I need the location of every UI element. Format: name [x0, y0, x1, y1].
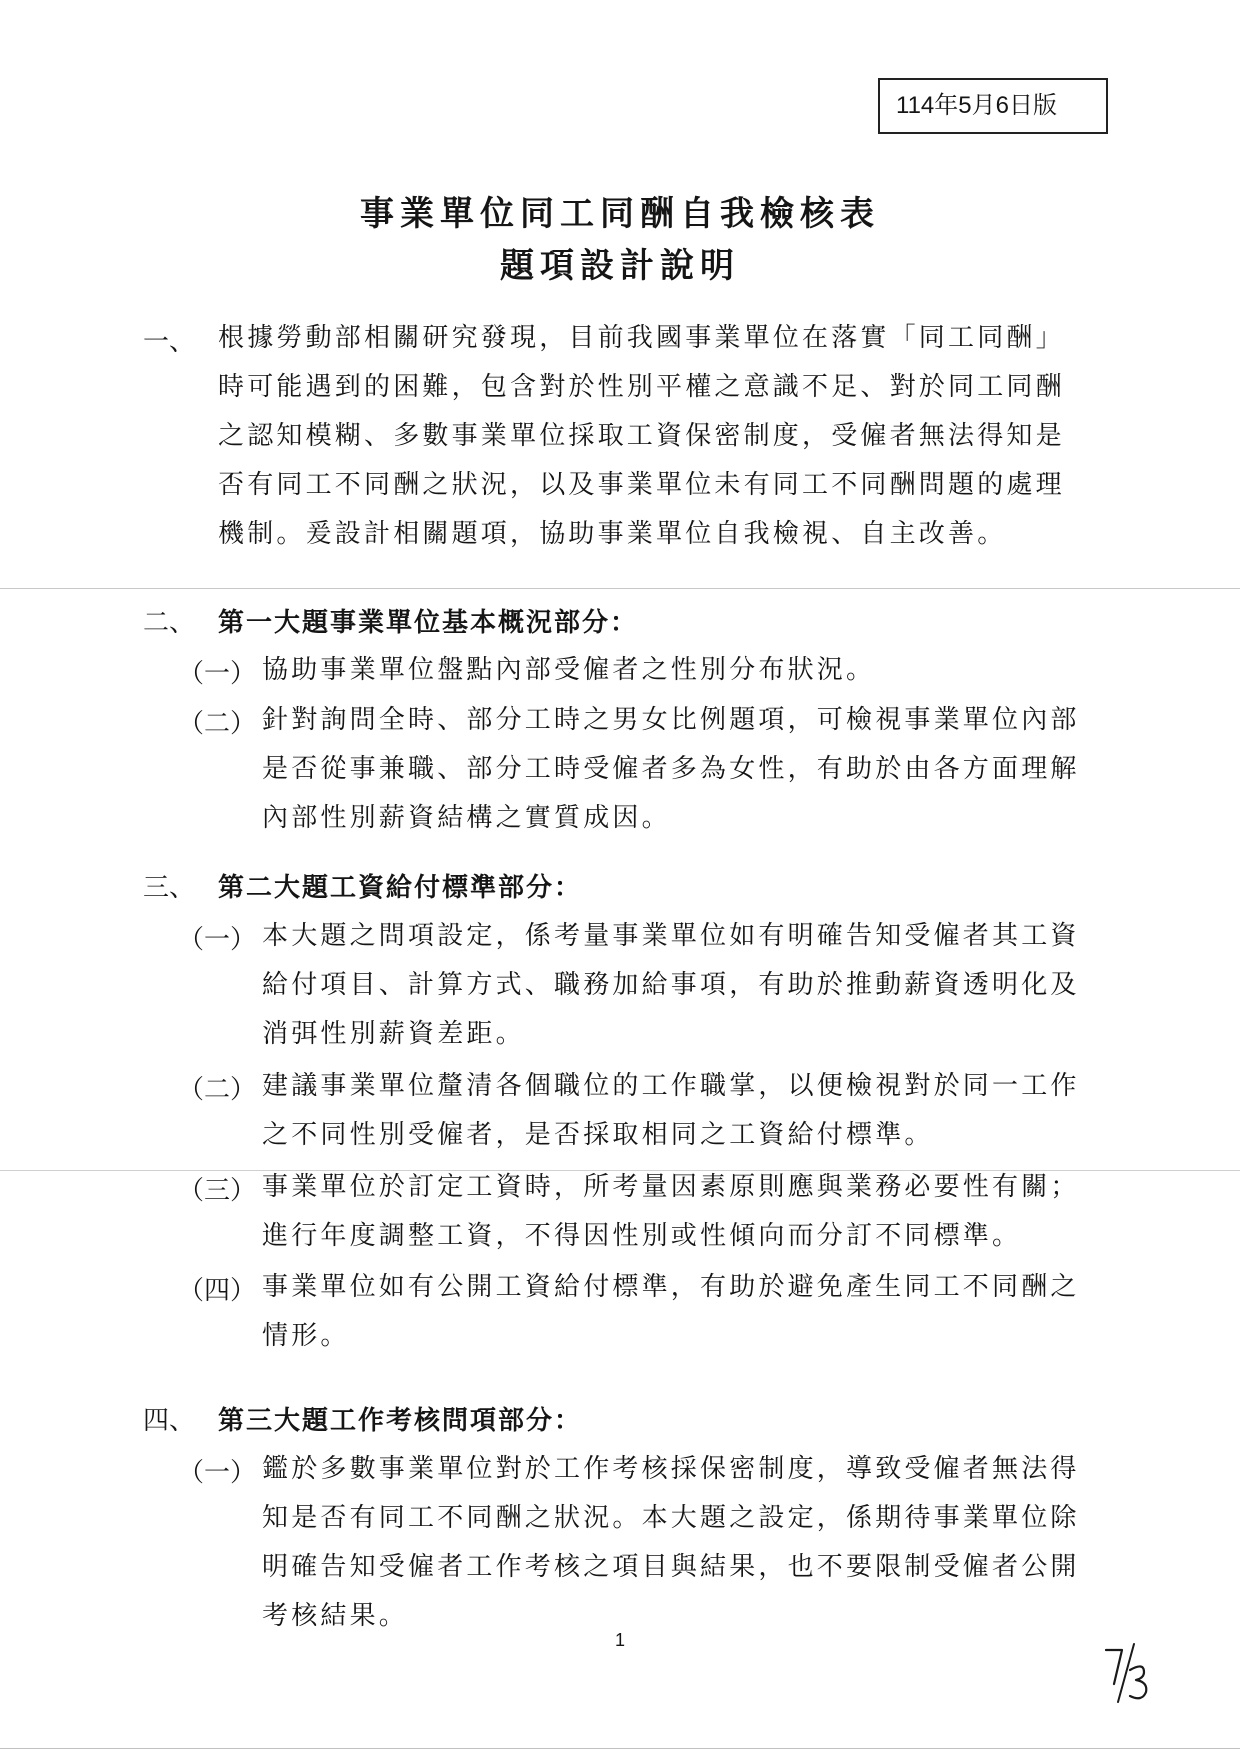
scan-line-top	[0, 588, 1240, 589]
section-2-item-2-text	[262, 696, 1080, 843]
section-3-item-3-line-2: 進行年度調整工資，不得因性別或性傾向而分訂不同標準。	[262, 1221, 1022, 1251]
handwritten-note	[1100, 1640, 1160, 1710]
section-3-item-1-line-3: 消弭性別薪資差距。	[262, 1019, 525, 1049]
document-subtitle: 題項設計說明	[500, 246, 740, 286]
section-4-item-1-number: （一）	[178, 1458, 257, 1488]
section-3-item-2-number: （二）	[178, 1075, 257, 1105]
section-3-item-1-line-1: 本大題之問項設定，係考量事業單位如有明確告知受僱者其工資	[262, 921, 1080, 951]
section-4-number: 四、	[143, 1406, 196, 1436]
section-2-item-2-line-2: 是否從事兼職、部分工時受僱者多為女性，有助於由各方面理解	[262, 754, 1080, 784]
section-1-paragraph	[218, 314, 1065, 559]
section-3-number: 三、	[143, 873, 196, 903]
section-4-item-1-line-2: 知是否有同工不同酬之狀況。本大題之設定，係期待事業單位除	[262, 1503, 1080, 1533]
page-number: 1	[614, 1630, 625, 1650]
section-3-item-4-text	[262, 1263, 1080, 1361]
section-3-item-3-text	[262, 1163, 1080, 1261]
section-3-item-3-number: （三）	[178, 1176, 257, 1206]
section-2-item-1-number: （一）	[178, 659, 257, 689]
section-3-item-2-text	[262, 1062, 1080, 1160]
section-2-item-1-line-1: 協助事業單位盤點內部受僱者之性別分布狀況。	[262, 655, 876, 685]
section-1-line-4: 否有同工不同酬之狀況，以及事業單位未有同工不同酬問題的處理	[218, 470, 1065, 500]
document-title: 事業單位同工同酬自我檢核表	[360, 194, 880, 234]
section-3-item-1-text	[262, 912, 1080, 1059]
section-4-heading: 第三大題工作考核問項部分：	[218, 1406, 583, 1436]
section-3-item-4-number: （四）	[178, 1276, 257, 1306]
section-4-item-1-line-1: 鑑於多數事業單位對於工作考核採保密制度，導致受僱者無法得	[262, 1454, 1080, 1484]
section-3-item-2-line-2: 之不同性別受僱者，是否採取相同之工資給付標準。	[262, 1120, 934, 1150]
section-3-item-1-line-2: 給付項目、計算方式、職務加給事項，有助於推動薪資透明化及	[262, 970, 1080, 1000]
section-3-item-1-number: （一）	[178, 925, 257, 955]
section-1-line-2: 時可能遇到的困難，包含對於性別平權之意識不足、對於同工同酬	[218, 372, 1065, 402]
section-3-item-3-line-1: 事業單位於訂定工資時，所考量因素原則應與業務必要性有關；	[262, 1172, 1080, 1202]
section-4-item-1-line-3: 明確告知受僱者工作考核之項目與結果，也不要限制受僱者公開	[262, 1552, 1080, 1582]
section-1-line-1: 根據勞動部相關研究發現，目前我國事業單位在落實「同工同酬」	[218, 323, 1065, 353]
section-2-item-2-number: （二）	[178, 709, 257, 739]
section-3-item-4-line-2: 情形。	[262, 1321, 350, 1351]
section-2-heading: 第一大題事業單位基本概況部分：	[218, 608, 639, 638]
section-3-item-4-line-1: 事業單位如有公開工資給付標準，有助於避免產生同工不同酬之	[262, 1272, 1080, 1302]
section-1-number: 一、	[143, 327, 196, 357]
section-2-item-2-line-1: 針對詢問全時、部分工時之男女比例題項，可檢視事業單位內部	[262, 705, 1080, 735]
scan-line-bottom	[0, 1748, 1240, 1749]
section-4-item-1-line-4: 考核結果。	[262, 1601, 409, 1631]
section-4-item-1-text	[262, 1445, 1080, 1641]
section-3-heading: 第二大題工資給付標準部分：	[218, 873, 583, 903]
section-2-item-1-text	[262, 646, 875, 695]
section-2-item-2-line-3: 內部性別薪資結構之實質成因。	[262, 803, 671, 833]
section-3-item-2-line-1: 建議事業單位釐清各個職位的工作職掌，以便檢視對於同一工作	[262, 1071, 1080, 1101]
section-2-number: 二、	[143, 608, 196, 638]
section-1-line-3: 之認知模糊、多數事業單位採取工資保密制度，受僱者無法得知是	[218, 421, 1065, 451]
section-1-line-5: 機制。爰設計相關題項，協助事業單位自我檢視、自主改善。	[218, 519, 1007, 549]
version-label: 114年5月6日版	[878, 78, 1108, 134]
